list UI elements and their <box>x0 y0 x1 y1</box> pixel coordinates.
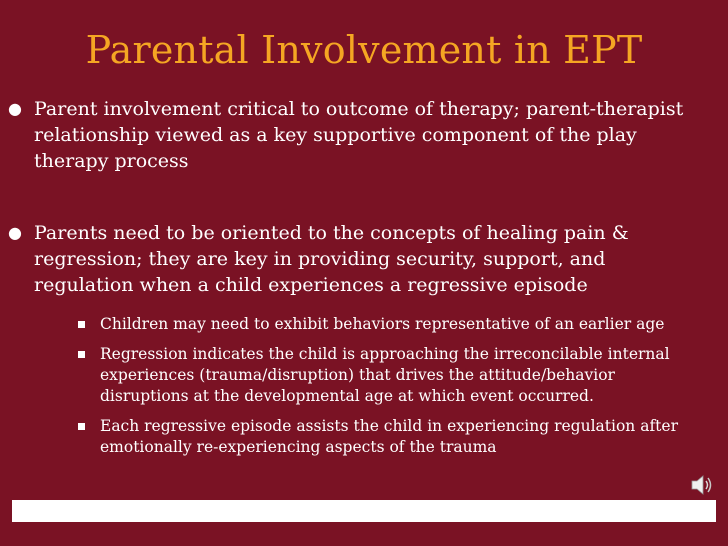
bullet-text: Parents need to be oriented to the concepts of healing pain & regression; they are key in providing security, support, and regulation when a child experiences a regressive episode <box>34 222 629 296</box>
bullet-dot-icon: ● <box>8 99 22 118</box>
square-bullet-icon <box>78 321 85 328</box>
bullet-item <box>8 96 708 174</box>
subbullet-item <box>78 314 708 335</box>
footer-border <box>0 530 728 546</box>
speaker-icon[interactable] <box>690 472 714 498</box>
square-bullet-icon <box>78 351 85 358</box>
slide-title: Parental Involvement in EPT <box>85 28 643 72</box>
bullet-dot-icon: ● <box>8 223 22 242</box>
subbullet-text: Children may need to exhibit behaviors representative of an earlier age <box>100 315 665 333</box>
footer-band <box>12 500 716 522</box>
square-bullet-icon <box>78 423 85 430</box>
bullet-item <box>8 220 708 298</box>
subbullet-item <box>78 344 708 407</box>
subbullet-text: Each regressive episode assists the child in experiencing regulation after emotionally re-experiencing aspects of the trauma <box>100 417 678 456</box>
bullet-text: Parent involvement critical to outcome of therapy; parent-therapist relationship viewed as a key supportive component of the play therapy process <box>34 98 684 172</box>
subbullet-text: Regression indicates the child is approaching the irreconcilable internal experiences (trauma/disruption) that drives the attitude/behavior disruptions at the developmental age at which event occurred. <box>100 345 670 405</box>
subbullet-item <box>78 416 708 458</box>
